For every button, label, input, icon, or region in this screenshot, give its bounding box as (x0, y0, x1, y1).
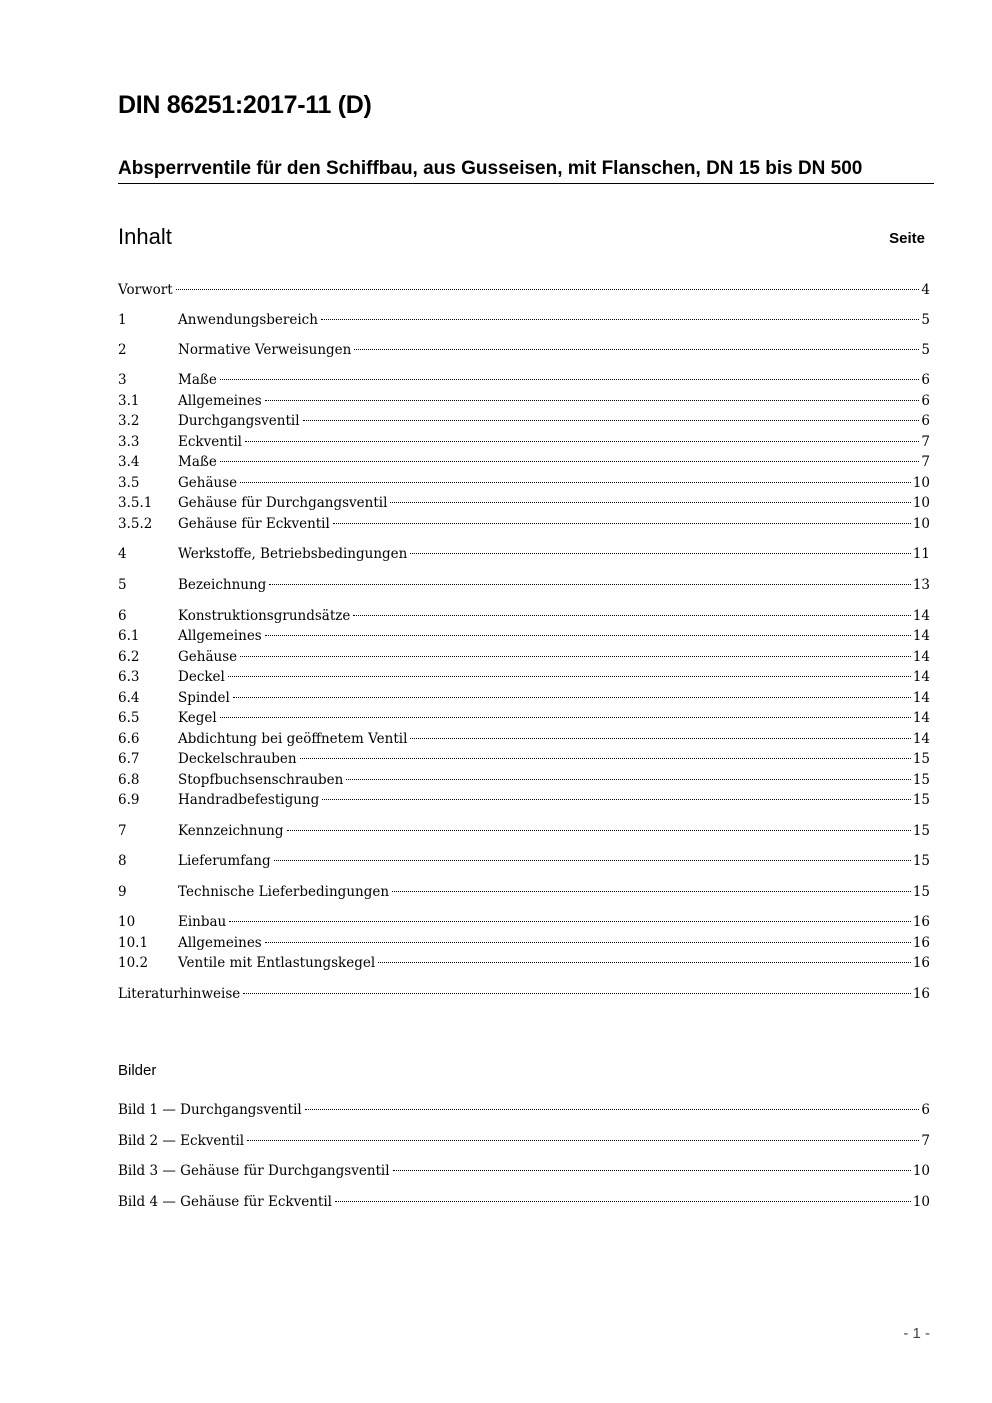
toc-entry-number: 8 (118, 853, 127, 869)
toc-entry-text: Konstruktionsgrundsätze (178, 608, 351, 624)
toc-entry-page: 5 (921, 342, 930, 358)
leader-dots (245, 441, 919, 442)
toc-entry[interactable] (118, 280, 930, 300)
toc-entry-number: 1 (118, 312, 127, 328)
leader-dots (247, 1140, 919, 1141)
toc-entry[interactable] (118, 626, 930, 646)
toc-entry-page: 7 (921, 434, 930, 450)
toc-entry[interactable] (118, 821, 930, 841)
toc-entry-text: Vorwort (118, 282, 173, 298)
toc-entry[interactable] (118, 452, 930, 472)
toc-entry-number: 3 (118, 372, 127, 388)
toc-entry-page: 14 (912, 710, 930, 726)
toc-entry-text: Bezeichnung (178, 577, 267, 593)
figure-entry[interactable] (118, 1192, 930, 1212)
leader-dots (240, 482, 911, 483)
leader-dots (176, 289, 920, 290)
toc-entry-number: 10.2 (118, 955, 149, 971)
toc-entry-page: 14 (912, 628, 930, 644)
toc-entry[interactable] (118, 953, 930, 973)
toc-entry-text: Maße (178, 372, 217, 388)
toc-entry-page: 15 (912, 792, 930, 808)
toc-entry-number: 10 (118, 914, 136, 930)
toc-entry-number: 3.1 (118, 393, 140, 409)
toc-entry-text: Allgemeines (178, 628, 262, 644)
toc-entry-text: Gehäuse (178, 649, 238, 665)
toc-entry-page: 15 (912, 884, 930, 900)
figure-entry-text: Bild 3 — Gehäuse für Durchgangsventil (118, 1163, 390, 1179)
toc-entry-page: 16 (912, 935, 930, 951)
toc-entry[interactable] (118, 606, 930, 626)
toc-entry-number: 3.3 (118, 434, 140, 450)
leader-dots (229, 921, 911, 922)
toc-entry-number: 3.5 (118, 475, 140, 491)
leader-dots (220, 461, 920, 462)
toc-entry[interactable] (118, 310, 930, 330)
toc-entry-page: 15 (912, 853, 930, 869)
figure-entry-text: Bild 1 — Durchgangsventil (118, 1102, 302, 1118)
leader-dots (287, 830, 911, 831)
toc-entry-page: 14 (912, 690, 930, 706)
leader-dots (228, 676, 911, 677)
toc-entry[interactable] (118, 473, 930, 493)
toc-entry-page: 14 (912, 669, 930, 685)
leader-dots (335, 1201, 911, 1202)
toc-entry-page: 13 (912, 577, 930, 593)
leader-dots (265, 400, 920, 401)
toc-entry-number: 6 (118, 608, 127, 624)
toc-entry-number: 6.8 (118, 772, 140, 788)
toc-entry[interactable] (118, 790, 930, 810)
toc-entry-text: Stopfbuchsenschrauben (178, 772, 344, 788)
leader-dots (265, 635, 911, 636)
toc-entry-page: 14 (912, 731, 930, 747)
toc-entry-number: 3.5.2 (118, 516, 153, 532)
toc-entry-number: 6.2 (118, 649, 140, 665)
toc-entry-number: 3.4 (118, 454, 140, 470)
toc-entry-number: 9 (118, 884, 127, 900)
toc-entry-text: Ventile mit Entlastungskegel (178, 955, 376, 971)
toc-entry-page: 14 (912, 608, 930, 624)
figure-entry-text: Bild 2 — Eckventil (118, 1133, 245, 1149)
leader-dots (393, 1170, 911, 1171)
toc-entry-text: Werkstoffe, Betriebsbedingungen (178, 546, 408, 562)
toc-entry-number: 6.6 (118, 731, 140, 747)
toc-entry-text: Maße (178, 454, 217, 470)
leader-dots (322, 799, 911, 800)
toc-entry[interactable] (118, 514, 930, 534)
leader-dots (240, 656, 911, 657)
leader-dots (378, 962, 911, 963)
toc-entry-text: Spindel (178, 690, 230, 706)
leader-dots (265, 942, 911, 943)
leader-dots (220, 379, 920, 380)
leader-dots (303, 420, 920, 421)
toc-entry-text: Literaturhinweise (118, 986, 241, 1002)
toc-entry-page: 14 (912, 649, 930, 665)
toc-entry-page: 16 (912, 914, 930, 930)
toc-entry[interactable] (118, 493, 930, 513)
toc-entry-page: 16 (912, 955, 930, 971)
toc-entry-page: 11 (912, 546, 930, 562)
leader-dots (300, 758, 911, 759)
toc-heading: Inhalt (118, 224, 172, 249)
toc-entry-page: 4 (921, 282, 930, 298)
toc-entry-text: Deckelschrauben (178, 751, 297, 767)
toc-entry[interactable] (118, 688, 930, 708)
toc-entry[interactable] (118, 391, 930, 411)
leader-dots (274, 860, 911, 861)
toc-entry-text: Anwendungsbereich (178, 312, 318, 328)
leader-dots (410, 738, 910, 739)
toc-entry[interactable] (118, 933, 930, 953)
toc-entry-number: 2 (118, 342, 127, 358)
toc-entry-text: Allgemeines (178, 935, 262, 951)
leader-dots (354, 349, 919, 350)
toc-entry[interactable] (118, 647, 930, 667)
toc-entry[interactable] (118, 708, 930, 728)
toc-entry[interactable] (118, 544, 930, 564)
toc-entry-page: 15 (912, 823, 930, 839)
toc-entry-number: 6.9 (118, 792, 140, 808)
leader-dots (392, 891, 911, 892)
toc-entry-text: Abdichtung bei geöffnetem Ventil (178, 731, 408, 747)
figure-entry[interactable] (118, 1100, 930, 1120)
toc-entry-page: 6 (921, 413, 930, 429)
toc-entry-text: Kennzeichnung (178, 823, 284, 839)
toc-entry[interactable] (118, 851, 930, 871)
toc-entry[interactable] (118, 575, 930, 595)
toc-entry-page: 6 (921, 372, 930, 388)
toc-entry[interactable] (118, 912, 930, 932)
toc-entry[interactable] (118, 370, 930, 390)
toc-entry-number: 6.5 (118, 710, 140, 726)
toc-entry-number: 6.3 (118, 669, 140, 685)
leader-dots (220, 717, 911, 718)
toc-entry-text: Normative Verweisungen (178, 342, 352, 358)
toc-entry-number: 6.1 (118, 628, 140, 644)
leader-dots (305, 1109, 920, 1110)
toc-entry[interactable] (118, 984, 930, 1004)
toc-entry-page: 10 (912, 516, 930, 532)
toc-entry[interactable] (118, 770, 930, 790)
toc-entry-text: Eckventil (178, 434, 242, 450)
toc-entry-page: 15 (912, 772, 930, 788)
figure-entry-page: 6 (921, 1102, 930, 1118)
figure-entry-page: 10 (912, 1194, 930, 1210)
figure-entry[interactable] (118, 1161, 930, 1181)
toc-entry-number: 10.1 (118, 935, 149, 951)
toc-entry-text: Handradbefestigung (178, 792, 320, 808)
document-id: DIN 86251:2017-11 (D) (118, 91, 372, 119)
toc-entry-text: Gehäuse für Durchgangsventil (178, 495, 388, 511)
toc-entry-text: Lieferumfang (178, 853, 271, 869)
leader-dots (243, 993, 911, 994)
leader-dots (269, 584, 911, 585)
toc-entry[interactable] (118, 411, 930, 431)
toc-entry-number: 7 (118, 823, 127, 839)
toc-entry-text: Durchgangsventil (178, 413, 300, 429)
figure-entry[interactable] (118, 1131, 930, 1151)
toc-entry-text: Gehäuse (178, 475, 238, 491)
toc-entry-text: Kegel (178, 710, 217, 726)
toc-entry-number: 4 (118, 546, 127, 562)
toc-entry-number: 6.4 (118, 690, 140, 706)
document-title: Absperrventile für den Schiffbau, aus Gusseisen, mit Flanschen, DN 15 bis DN 500 (118, 158, 934, 184)
toc-entry-page: 15 (912, 751, 930, 767)
figure-entry-page: 10 (912, 1163, 930, 1179)
toc-page-column-label: Seite (889, 230, 925, 247)
figure-entry-text: Bild 4 — Gehäuse für Eckventil (118, 1194, 332, 1210)
leader-dots (333, 523, 911, 524)
leader-dots (390, 502, 910, 503)
toc-entry-text: Gehäuse für Eckventil (178, 516, 330, 532)
toc-entry[interactable] (118, 340, 930, 360)
toc-entry-text: Allgemeines (178, 393, 262, 409)
leader-dots (410, 553, 910, 554)
toc-entry-page: 10 (912, 475, 930, 491)
toc-entry-text: Technische Lieferbedingungen (178, 884, 390, 900)
toc-entry-number: 5 (118, 577, 127, 593)
toc-entry-text: Einbau (178, 914, 227, 930)
toc-entry-page: 10 (912, 495, 930, 511)
toc-entry-page: 6 (921, 393, 930, 409)
toc-entry-page: 16 (912, 986, 930, 1002)
page-number: - 1 - (903, 1325, 930, 1342)
leader-dots (353, 615, 910, 616)
toc-entry[interactable] (118, 882, 930, 902)
toc-entry-page: 5 (921, 312, 930, 328)
leader-dots (346, 779, 910, 780)
toc-entry-page: 7 (921, 454, 930, 470)
leader-dots (321, 319, 919, 320)
toc-entry[interactable] (118, 432, 930, 452)
toc-entry[interactable] (118, 749, 930, 769)
leader-dots (233, 697, 911, 698)
figures-heading: Bilder (118, 1062, 157, 1079)
toc-entry-number: 6.7 (118, 751, 140, 767)
toc-entry-text: Deckel (178, 669, 225, 685)
toc-entry-number: 3.2 (118, 413, 140, 429)
toc-entry[interactable] (118, 729, 930, 749)
toc-entry-number: 3.5.1 (118, 495, 153, 511)
figure-entry-page: 7 (921, 1133, 930, 1149)
toc-entry[interactable] (118, 667, 930, 687)
